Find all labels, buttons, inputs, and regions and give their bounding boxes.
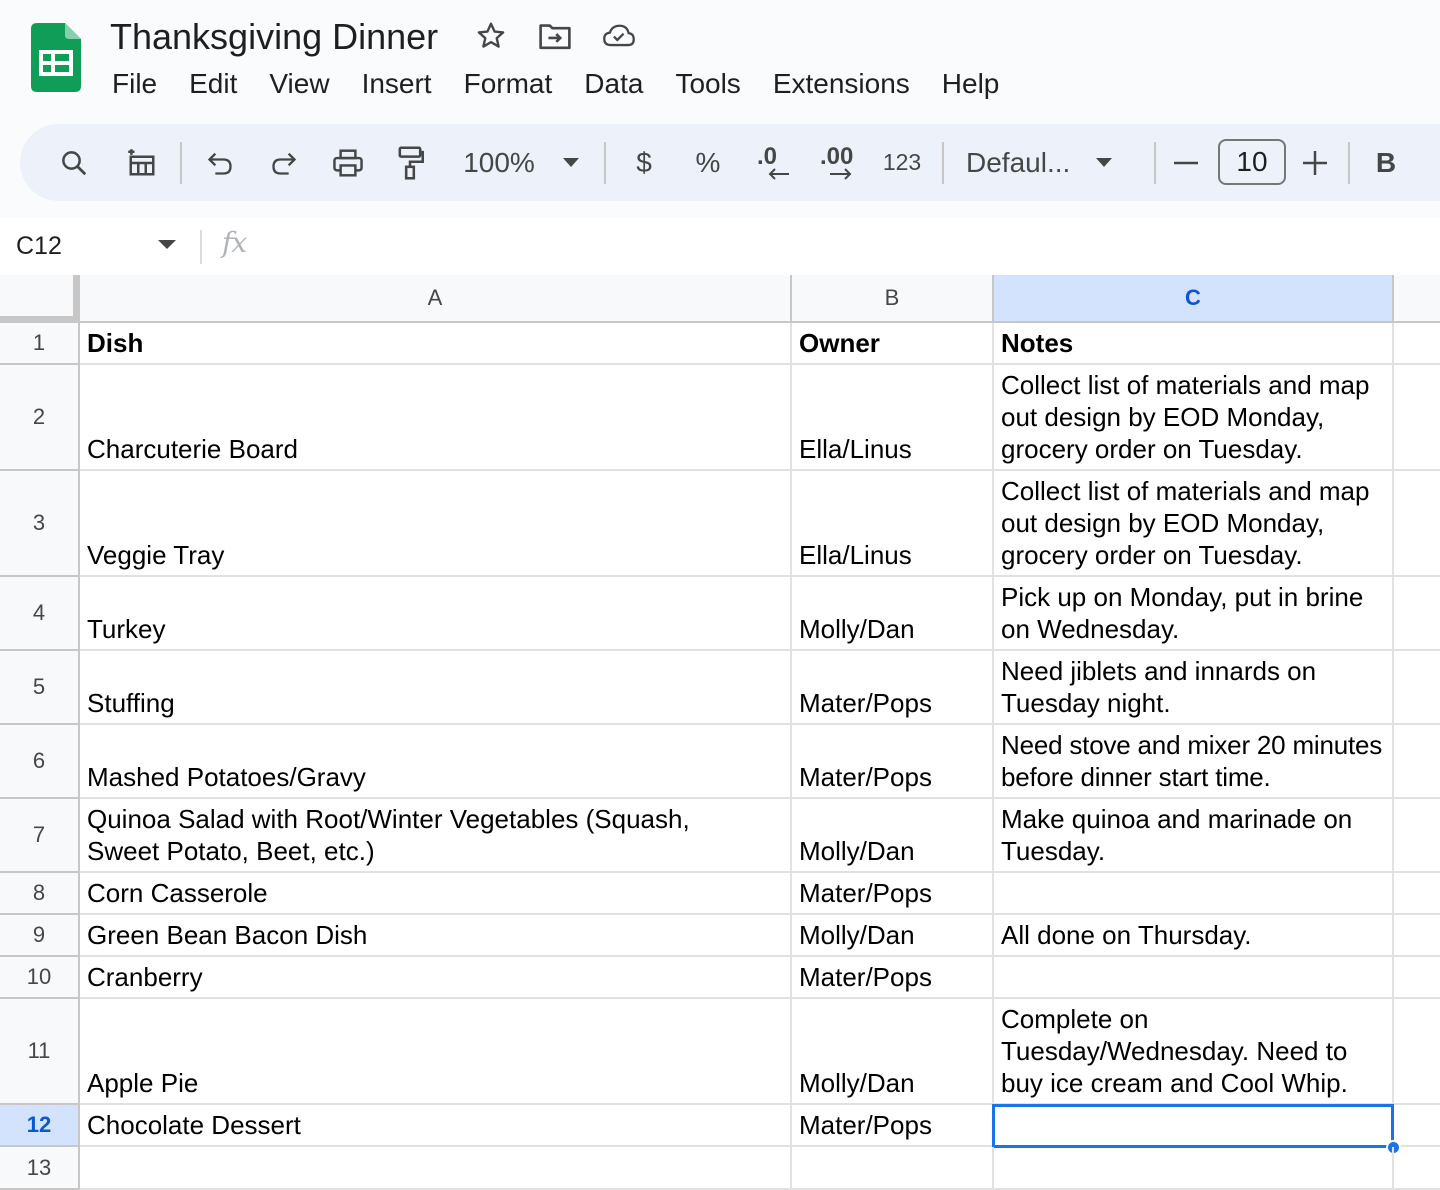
row-header-selected[interactable]: 12: [0, 1105, 80, 1147]
function-icon: fx: [222, 226, 247, 259]
font-family-select[interactable]: [966, 124, 1132, 201]
column-header-d[interactable]: [1394, 275, 1440, 323]
cell-text: Make quinoa and marinade on Tuesday.: [1001, 804, 1353, 866]
cell-text: Mashed Potatoes/Gravy: [87, 762, 366, 792]
row-header[interactable]: 10: [0, 957, 80, 999]
formula-bar-divider: [200, 230, 202, 264]
table-cell-d2[interactable]: [1394, 365, 1440, 471]
table-cell-b2[interactable]: [792, 365, 994, 471]
cell-text: Notes: [1001, 328, 1074, 358]
table-cell-c13[interactable]: [994, 1147, 1394, 1190]
row-header[interactable]: 4: [0, 577, 80, 651]
table-cell-c8[interactable]: [994, 873, 1394, 915]
cell-text: Molly/Dan: [799, 1068, 915, 1098]
cell-text: Green Bean Bacon Dish: [87, 920, 368, 950]
spreadsheet-grid: [0, 275, 1440, 1190]
sheets-logo-icon[interactable]: [31, 23, 81, 92]
row-header[interactable]: 13: [0, 1147, 80, 1190]
table-cell-d6[interactable]: [1394, 725, 1440, 799]
column-header-a[interactable]: A: [80, 275, 792, 323]
cell-text: Mater/Pops: [799, 1110, 932, 1140]
cell-text: Turkey: [87, 614, 166, 644]
number-format-button[interactable]: 123: [882, 149, 922, 175]
table-cell-b12[interactable]: [792, 1105, 994, 1147]
column-header-b[interactable]: B: [792, 275, 994, 323]
table-cell-a3[interactable]: [80, 471, 792, 577]
table-cell-b7[interactable]: [792, 799, 994, 873]
table-cell-c5[interactable]: [994, 651, 1394, 725]
table-cell-c10[interactable]: [994, 957, 1394, 999]
zoom-dropdown-icon: [563, 158, 579, 168]
select-all-corner[interactable]: [0, 275, 80, 323]
move-to-folder-icon[interactable]: [538, 19, 572, 53]
table-cell-a13[interactable]: [80, 1147, 792, 1190]
cell-text: Dish: [87, 328, 144, 358]
table-cell-c2[interactable]: [994, 365, 1394, 471]
menu-edit[interactable]: Edit: [189, 68, 238, 99]
cell-text: Need stove and mixer 20 minutes before dinner start time.: [1001, 730, 1383, 792]
table-cell-b11[interactable]: [792, 999, 994, 1105]
cell-text: Need jiblets and innards on Tuesday night.: [1001, 656, 1317, 718]
table-cell-b8[interactable]: [792, 873, 994, 915]
table-cell-c4[interactable]: [994, 577, 1394, 651]
cell-text: Molly/Dan: [799, 920, 915, 950]
table-cell-d1[interactable]: [1394, 323, 1440, 365]
table-cell-a5[interactable]: [80, 651, 792, 725]
table-cell-a12[interactable]: [80, 1105, 792, 1147]
table-icon[interactable]: [120, 124, 164, 201]
column-header-c[interactable]: C: [994, 275, 1394, 323]
menu-format[interactable]: Format: [463, 68, 553, 99]
app-header: [0, 0, 1440, 218]
cell-text: Ella/Linus: [799, 434, 912, 464]
table-cell-d3[interactable]: [1394, 471, 1440, 577]
paint-format-icon[interactable]: [388, 124, 432, 201]
toolbar-divider: [180, 142, 182, 184]
table-cell-c6[interactable]: [994, 725, 1394, 799]
star-icon[interactable]: [474, 19, 508, 53]
row-header[interactable]: 3: [0, 471, 80, 577]
row-header[interactable]: 1: [0, 323, 80, 365]
table-cell-a7[interactable]: [80, 799, 792, 873]
table-cell-d13[interactable]: [1394, 1147, 1440, 1190]
table-cell-b1[interactable]: [792, 323, 994, 365]
table-cell-b6[interactable]: [792, 725, 994, 799]
table-cell-b9[interactable]: [792, 915, 994, 957]
menu-help[interactable]: Help: [941, 68, 1000, 99]
table-cell-d10[interactable]: [1394, 957, 1440, 999]
name-box[interactable]: C12: [16, 232, 62, 260]
menu-insert[interactable]: Insert: [361, 68, 432, 99]
table-cell-c3[interactable]: [994, 471, 1394, 577]
table-cell-b4[interactable]: [792, 577, 994, 651]
row-header[interactable]: 11: [0, 999, 80, 1105]
table-cell-a8[interactable]: [80, 873, 792, 915]
table-cell-d4[interactable]: [1394, 577, 1440, 651]
table-cell-b10[interactable]: [792, 957, 994, 999]
cell-text: Complete on Tuesday/Wednesday. Need to buy ice cream and Cool Whip.: [1001, 1004, 1348, 1098]
formula-bar: [0, 218, 1440, 275]
cell-text: All done on Thursday.: [1001, 920, 1252, 950]
row-header[interactable]: 6: [0, 725, 80, 799]
table-cell-a10[interactable]: [80, 957, 792, 999]
font-family-value: Defaul...: [966, 146, 1071, 178]
arrow-right-icon: [828, 167, 854, 181]
currency-button[interactable]: $: [636, 146, 652, 178]
table-cell-b13[interactable]: [792, 1147, 994, 1190]
font-dropdown-icon: [1096, 158, 1112, 168]
redo-icon[interactable]: [262, 124, 306, 201]
toolbar: [20, 124, 1440, 201]
toolbar-divider: [604, 142, 606, 184]
zoom-value: 100%: [463, 146, 535, 178]
zoom-select[interactable]: [456, 124, 586, 201]
toolbar-divider: [1154, 142, 1156, 184]
table-cell-d11[interactable]: [1394, 999, 1440, 1105]
menu-extensions[interactable]: Extensions: [772, 68, 910, 99]
toolbar-divider: [942, 142, 944, 184]
toolbar-divider: [1348, 142, 1350, 184]
cell-text: Charcuterie Board: [87, 434, 298, 464]
table-cell-b5[interactable]: [792, 651, 994, 725]
table-cell-a1[interactable]: [80, 323, 792, 365]
cell-text: Molly/Dan: [799, 836, 915, 866]
cell-text: Veggie Tray: [87, 540, 225, 570]
menu-tools[interactable]: Tools: [675, 68, 741, 99]
table-cell-d9[interactable]: [1394, 915, 1440, 957]
table-cell-d5[interactable]: [1394, 651, 1440, 725]
name-box-dropdown-icon[interactable]: [158, 240, 176, 250]
table-cell-c7[interactable]: [994, 799, 1394, 873]
arrow-left-icon: [767, 167, 791, 181]
undo-icon[interactable]: [198, 124, 242, 201]
cell-text: Corn Casserole: [87, 878, 268, 908]
font-size-input[interactable]: 10: [1218, 139, 1286, 185]
cell-text: Mater/Pops: [799, 762, 932, 792]
row-header[interactable]: 5: [0, 651, 80, 725]
cell-text: Apple Pie: [87, 1068, 199, 1098]
row-header[interactable]: 9: [0, 915, 80, 957]
cell-text: Ella/Linus: [799, 540, 912, 570]
cloud-saved-icon[interactable]: [602, 19, 636, 53]
increase-decimal-button[interactable]: .00: [810, 124, 866, 201]
table-cell-c11[interactable]: [994, 999, 1394, 1105]
cell-text: Pick up on Monday, put in brine on Wednesday.: [1001, 582, 1364, 644]
row-header[interactable]: 2: [0, 365, 80, 471]
cell-text: Collect list of materials and map out design by EOD Monday, grocery order on Tuesday.: [1001, 476, 1370, 570]
cell-text: Chocolate Dessert: [87, 1110, 301, 1140]
decrease-decimal-button[interactable]: .0: [748, 124, 798, 201]
document-title[interactable]: Thanksgiving Dinner: [110, 16, 439, 57]
menu-file[interactable]: File: [112, 68, 158, 99]
menu-view[interactable]: View: [269, 68, 330, 99]
cell-text: Mater/Pops: [799, 878, 932, 908]
table-cell-a11[interactable]: [80, 999, 792, 1105]
cell-text: Collect list of materials and map out design by EOD Monday, grocery order on Tuesday.: [1001, 370, 1370, 464]
table-cell-d12[interactable]: [1394, 1105, 1440, 1147]
print-icon[interactable]: [326, 124, 370, 201]
cell-text: Stuffing: [87, 688, 175, 718]
menu-bar: [96, 62, 1015, 106]
cell-text: Cranberry: [87, 962, 203, 992]
table-cell-b3[interactable]: [792, 471, 994, 577]
decrease-font-size-icon[interactable]: [1166, 124, 1206, 201]
cell-text: Mater/Pops: [799, 962, 932, 992]
bold-button[interactable]: B: [1375, 146, 1397, 178]
table-cell-c1[interactable]: [994, 323, 1394, 365]
cell-text: Molly/Dan: [799, 614, 915, 644]
table-cell-a2[interactable]: [80, 365, 792, 471]
cell-text: Mater/Pops: [799, 688, 932, 718]
table-cell-c9[interactable]: [994, 915, 1394, 957]
table-cell-a9[interactable]: [80, 915, 792, 957]
table-cell-a6[interactable]: [80, 725, 792, 799]
table-cell-a4[interactable]: [80, 577, 792, 651]
increase-font-size-icon[interactable]: [1294, 124, 1336, 201]
menu-data[interactable]: Data: [584, 68, 644, 99]
cell-text: Quinoa Salad with Root/Winter Vegetables (Squash, Sweet Potato, Beet, etc.): [87, 804, 690, 866]
row-header[interactable]: 8: [0, 873, 80, 915]
search-icon[interactable]: [52, 124, 96, 201]
table-cell-d7[interactable]: [1394, 799, 1440, 873]
table-cell-c12-selected[interactable]: [992, 1104, 1394, 1148]
cell-text: Owner: [799, 328, 880, 358]
row-header[interactable]: 7: [0, 799, 80, 873]
percent-button[interactable]: %: [695, 146, 721, 178]
table-cell-d8[interactable]: [1394, 873, 1440, 915]
